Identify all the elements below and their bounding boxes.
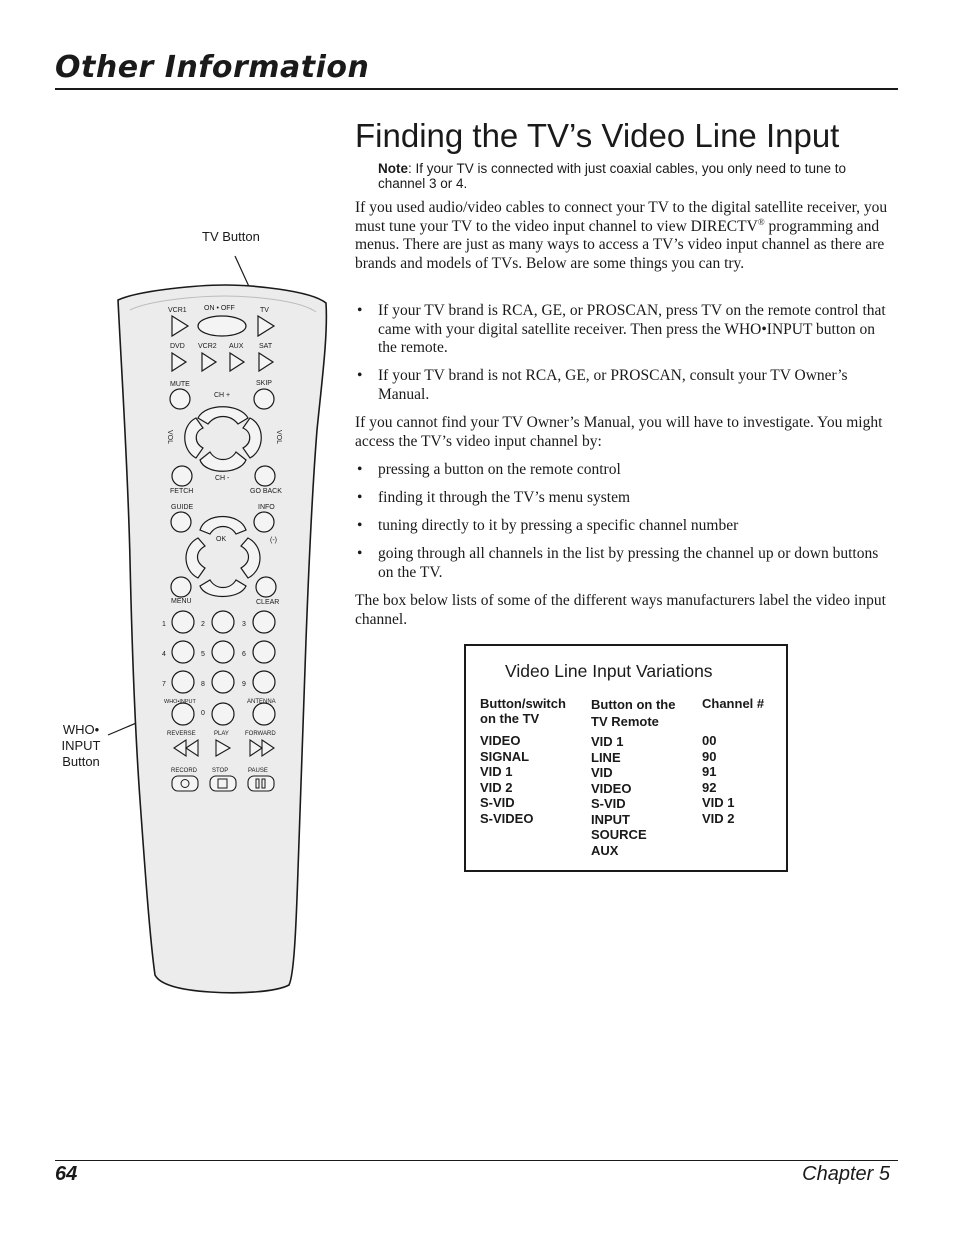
digit-8-button: [212, 671, 234, 693]
list-item: VID 1: [480, 764, 513, 779]
clear-label: CLEAR: [256, 599, 280, 606]
digit-5-label: 5: [201, 651, 205, 658]
dash-label: (-): [270, 537, 277, 544]
list-item: INPUT: [591, 811, 630, 827]
list-item: 92: [702, 779, 717, 795]
record-label: RECORD: [171, 768, 198, 774]
bullet-text: going through all channels in the list by pressing the channel up or down buttons on the TV.: [378, 545, 879, 581]
variations-title: Video Line Input Variations: [505, 661, 713, 681]
digit-9-button: [253, 671, 275, 693]
bullet-dot: •: [357, 489, 363, 506]
mute-button: [170, 389, 190, 409]
callout-line: WHO•: [62, 722, 100, 737]
footer-rule: [55, 1160, 898, 1161]
list-item: 91: [702, 764, 717, 779]
reverse-label: REVERSE: [167, 731, 196, 737]
mute-label: MUTE: [170, 381, 190, 388]
who-input-label: WHO•INPUT: [164, 699, 196, 705]
power-button: [198, 316, 246, 336]
digit-2-label: 2: [201, 621, 205, 628]
section-title: Other Information: [55, 50, 370, 85]
page-number: 64: [55, 1163, 78, 1185]
who-input-button: [172, 703, 194, 725]
bullet-dot: •: [357, 461, 363, 478]
sat-label: SAT: [259, 343, 273, 350]
list-item: LINE: [591, 749, 621, 765]
tv-label: TV: [260, 307, 269, 314]
callout-line: Button: [62, 754, 100, 769]
vcr2-label: VCR2: [198, 343, 217, 350]
list-item: S-VIDEO: [480, 810, 534, 826]
bullet-text: If your TV brand is RCA, GE, or PROSCAN, press TV on the remote control that came with your digital satellite receiver. Then press the WHO•INPUT button on the remote.: [378, 302, 886, 357]
column-header-line: Button/switch: [480, 696, 566, 711]
digit-4-label: 4: [162, 651, 166, 658]
bullet-dot: •: [357, 367, 363, 384]
digit-1-button: [172, 611, 194, 633]
ch-minus-label: CH -: [215, 475, 230, 482]
ch-plus-label: CH +: [214, 392, 231, 399]
digit-3-label: 3: [242, 621, 246, 628]
list-item: VID 1: [702, 795, 735, 810]
antenna-label: ANTENNA: [247, 699, 276, 705]
bullet-dot: •: [357, 545, 363, 562]
digit-6-label: 6: [242, 651, 246, 658]
digit-5-button: [212, 641, 234, 663]
list-item: VIDEO: [480, 733, 521, 748]
digit-4-button: [172, 641, 194, 663]
digit-9-label: 9: [242, 681, 246, 688]
list-item: VID 1: [591, 734, 624, 749]
bullet-dot: •: [357, 302, 363, 319]
stop-label: STOP: [212, 768, 229, 774]
fetch-button: [172, 466, 192, 486]
digit-0-button: [212, 703, 234, 725]
skip-label: SKIP: [256, 380, 272, 387]
list-item: 90: [702, 748, 717, 764]
skip-button: [254, 389, 274, 409]
pause-label: PAUSE: [248, 768, 268, 774]
pause-button: [248, 776, 274, 791]
note-text: : If your TV is connected with just coaxial cables, you only need to tune to channel 3 or 4.: [378, 161, 846, 191]
list-item: SIGNAL: [480, 748, 530, 764]
play-label: PLAY: [214, 731, 229, 737]
chapter-label: Chapter 5: [802, 1163, 890, 1185]
aux-label: AUX: [229, 343, 244, 350]
record-button: [172, 776, 198, 791]
bullet-dot: •: [357, 517, 363, 534]
vcr1-label: VCR1: [168, 307, 187, 314]
digit-0-label: 0: [201, 710, 205, 717]
bullet-text: tuning directly to it by pressing a specific channel number: [378, 517, 739, 534]
go-back-button: [255, 466, 275, 486]
box-intro-paragraph: The box below lists of some of the different ways manufacturers label the video input channel.: [355, 592, 886, 628]
callout-line: INPUT: [61, 738, 101, 753]
forward-label: FORWARD: [245, 731, 276, 737]
list-item: VID: [591, 765, 613, 780]
list-item: AUX: [591, 842, 619, 858]
digit-8-label: 8: [201, 681, 205, 688]
clear-button: [256, 577, 276, 597]
menu-label: MENU: [171, 598, 192, 605]
guide-label: GUIDE: [171, 504, 194, 511]
info-label: INFO: [258, 504, 275, 511]
vol-right-label: VOL: [275, 430, 282, 445]
antenna-button: [253, 703, 275, 725]
info-button: [254, 512, 274, 532]
list-item: 00: [702, 733, 717, 748]
page-heading: Finding the TV’s Video Line Input: [355, 117, 840, 154]
digit-7-button: [172, 671, 194, 693]
bullet-text: If your TV brand is not RCA, GE, or PROSCAN, consult your TV Owner’s Manual.: [378, 367, 848, 403]
guide-button: [171, 512, 191, 532]
digit-2-button: [212, 611, 234, 633]
list-item: VID 2: [702, 810, 735, 826]
list-item: SOURCE: [591, 827, 647, 842]
list-item: VID 2: [480, 779, 513, 795]
tv-button-callout: TV Button: [202, 229, 260, 244]
investigate-paragraph: If you cannot find your TV Owner’s Manual, you will have to investigate. You might access the TV’s video input channel by:: [355, 414, 883, 450]
stop-button: [210, 776, 236, 791]
list-item: S-VID: [480, 795, 515, 810]
ok-label: OK: [216, 536, 227, 543]
dvd-label: DVD: [170, 343, 185, 350]
on-off-label: ON • OFF: [204, 305, 235, 312]
fetch-label: FETCH: [170, 488, 194, 495]
digit-1-label: 1: [162, 621, 166, 628]
list-item: VIDEO: [591, 780, 632, 796]
column-header-line: Channel #: [702, 696, 765, 711]
digit-3-button: [253, 611, 275, 633]
intro-text-2: programming and menus. There are just as many ways to access a TV’s video input channel as there are brands and models of TVs. Below are some things you can try.: [355, 217, 885, 272]
digit-6-button: [253, 641, 275, 663]
column-header-line: TV Remote: [591, 714, 659, 729]
note-label: Note: [378, 161, 408, 176]
column-header-line: Button on the: [591, 697, 676, 712]
menu-button: [171, 577, 191, 597]
registered-mark: ®: [757, 216, 765, 227]
bullet-text: pressing a button on the remote control: [378, 461, 621, 478]
bullet-text: finding it through the TV’s menu system: [378, 489, 631, 506]
vol-left-label: VOL: [166, 430, 173, 445]
go-back-label: GO BACK: [250, 488, 282, 495]
intro-text-1: If you used audio/video cables to connect your TV to the digital satellite receiver, you must tune your TV to the video input channel to view DIRECTV: [355, 199, 888, 235]
digit-7-label: 7: [162, 681, 166, 688]
column-header-line: on the TV: [480, 711, 540, 726]
list-item: S-VID: [591, 796, 626, 811]
